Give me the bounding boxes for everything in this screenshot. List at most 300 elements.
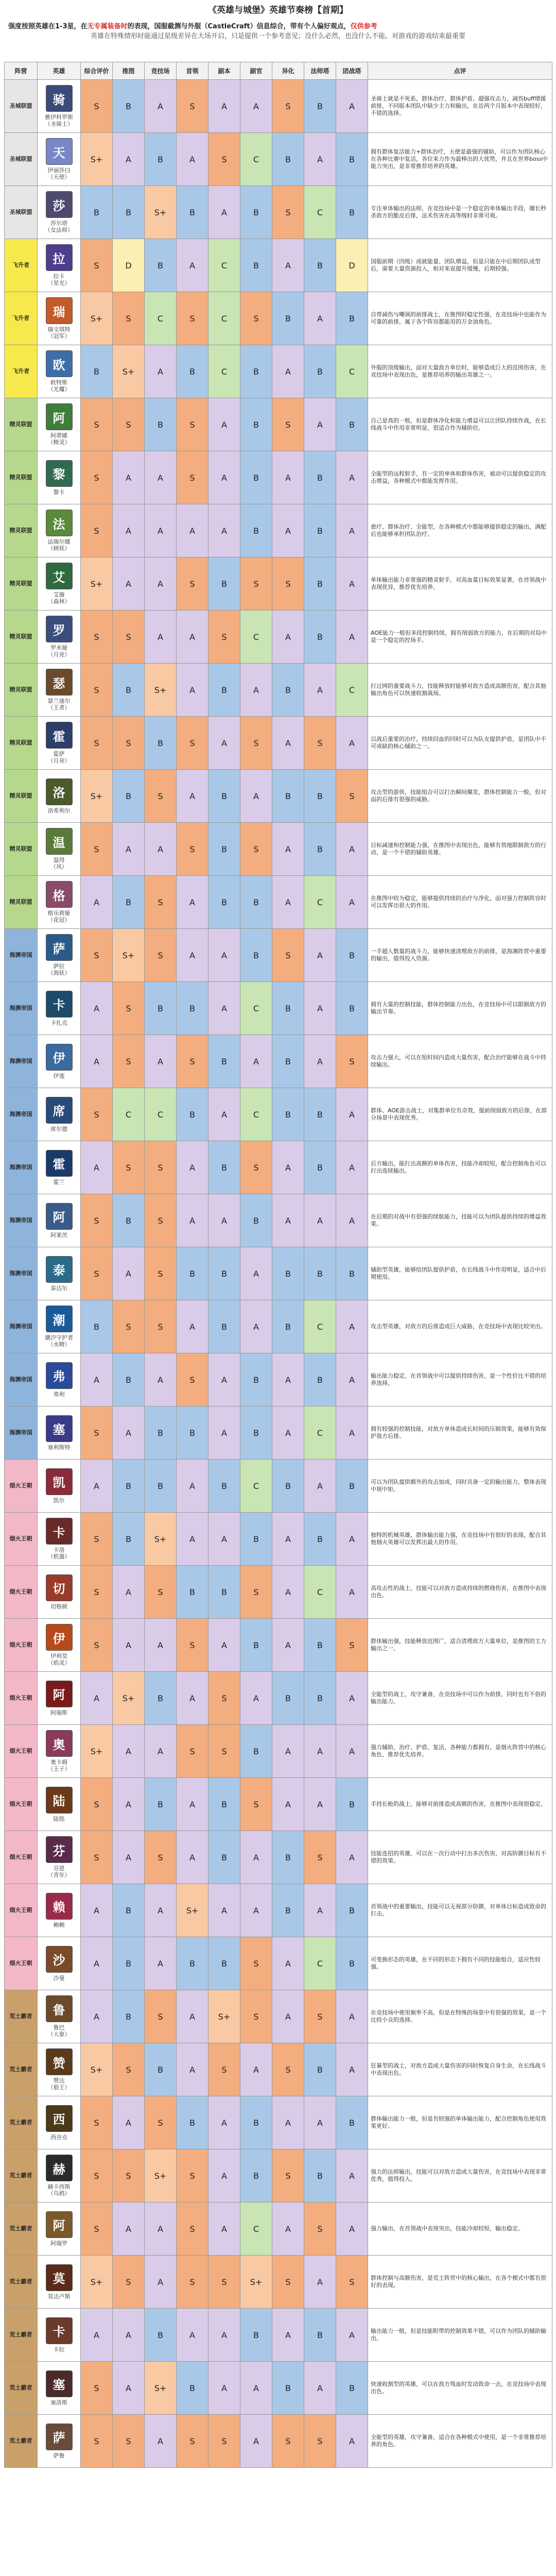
faction-cell [5, 557, 38, 611]
grade-cell: A [304, 1194, 336, 1247]
grade-cell: S+ [113, 1672, 145, 1725]
hero-cell[interactable] [38, 1778, 81, 1831]
hero-cell[interactable] [38, 876, 81, 929]
grade-cell: A [272, 504, 304, 557]
review-cell: 强力的法师输出，技能可以对敌方造成大量伤害，在竞技场中表现非常优秀，值得投入。 [368, 2149, 552, 2202]
grade-cell: A [240, 2362, 272, 2415]
grade-cell: A [272, 1725, 304, 1778]
grade-cell: C [145, 1088, 177, 1141]
grade-cell: S [272, 80, 304, 133]
grade-cell: A [240, 1884, 272, 1937]
grade-cell: A [240, 664, 272, 717]
grade-cell: S+ [81, 2043, 113, 2096]
hero-row [5, 1406, 552, 1460]
hero-cell[interactable] [38, 292, 81, 345]
hero-row [5, 1778, 552, 1831]
grade-cell: B [336, 186, 368, 239]
grade-cell: B [177, 2362, 208, 2415]
hero-cell[interactable] [38, 345, 81, 398]
grade-cell: S [336, 770, 368, 823]
grade-cell: A [145, 2202, 177, 2256]
grade-cell: B [145, 717, 177, 770]
grade-cell: B [304, 1088, 336, 1141]
hero-cell[interactable] [38, 1725, 81, 1778]
grade-cell: B [304, 451, 336, 504]
grade-cell: A [272, 876, 304, 929]
hero-cell[interactable] [38, 239, 81, 292]
hero-name: 席尔德 [50, 1125, 67, 1132]
hero-portrait-icon: 塞 [46, 1415, 73, 1442]
faction-cell [5, 876, 38, 929]
faction-name: 海渊帝国 [9, 1111, 32, 1117]
grade-cell: A [81, 1672, 113, 1725]
grade-cell: A [240, 80, 272, 133]
grade-cell: C [240, 1088, 272, 1141]
grade-cell: B [272, 664, 304, 717]
grade-cell: S [81, 2202, 113, 2256]
grade-cell: S [304, 717, 336, 770]
grade-cell: A [272, 611, 304, 664]
grade-cell: B [81, 345, 113, 398]
grade-cell: A [145, 1619, 177, 1672]
grade-cell: S [177, 2202, 208, 2256]
faction-cell [5, 1937, 38, 1990]
hero-cell[interactable] [38, 2043, 81, 2096]
grade-cell: B [304, 80, 336, 133]
faction-name: 精灵联盟 [9, 633, 32, 640]
grade-cell: S [113, 2043, 145, 2096]
hero-name: 法瑞尔娜 （树妖） [47, 538, 71, 552]
faction-cell [5, 982, 38, 1035]
grade-cell: A [145, 2256, 177, 2309]
faction-name: 荒土霸者 [9, 2172, 32, 2179]
hero-portrait-icon: 鲁 [46, 1995, 73, 2022]
grade-cell: B [240, 239, 272, 292]
grade-cell: A [177, 929, 208, 982]
grade-cell: S [145, 1831, 177, 1884]
grade-cell: S [272, 929, 304, 982]
grade-cell: S [113, 982, 145, 1035]
grade-cell: B [304, 770, 336, 823]
hero-row [5, 1831, 552, 1884]
grade-cell: S [240, 1937, 272, 1990]
column-header: 英雄 [38, 62, 81, 80]
grade-cell: S [81, 1247, 113, 1300]
grade-cell: S+ [240, 2256, 272, 2309]
grade-cell: B [272, 292, 304, 345]
hero-cell[interactable] [38, 982, 81, 1035]
grade-cell: B [272, 1300, 304, 1353]
intro-text [0, 21, 556, 61]
grade-cell: A [208, 2362, 240, 2415]
grade-cell: S [113, 717, 145, 770]
hero-portrait-icon: 天 [46, 138, 73, 165]
grade-cell: A [240, 1672, 272, 1725]
grade-cell: A [336, 1672, 368, 1725]
grade-cell: A [336, 557, 368, 611]
grade-cell: A [145, 1937, 177, 1990]
grade-cell: C [304, 1566, 336, 1619]
hero-cell[interactable] [38, 451, 81, 504]
grade-cell: S [145, 876, 177, 929]
grade-cell: C [336, 345, 368, 398]
faction-cell [5, 1566, 38, 1619]
hero-cell[interactable] [38, 557, 81, 611]
grade-cell: B [177, 1247, 208, 1300]
hero-name: 拉卡 （星光） [47, 273, 71, 286]
column-header: 副本 [208, 62, 240, 80]
grade-cell: C [336, 664, 368, 717]
faction-cell [5, 1513, 38, 1566]
hero-row [5, 133, 552, 186]
hero-cell[interactable] [38, 398, 81, 451]
grade-cell: B [208, 823, 240, 876]
grade-cell: S [240, 717, 272, 770]
grade-cell: S [272, 398, 304, 451]
hero-portrait-icon: 莎 [46, 191, 73, 218]
grade-cell: C [145, 292, 177, 345]
hero-cell[interactable] [38, 1990, 81, 2043]
hero-cell[interactable] [38, 1300, 81, 1353]
faction-name: 圣城联盟 [9, 103, 32, 109]
grade-cell: A [272, 1619, 304, 1672]
grade-cell: A [208, 1619, 240, 1672]
hero-row [5, 1460, 552, 1513]
grade-cell: A [145, 823, 177, 876]
grade-cell: B [208, 557, 240, 611]
hero-name: 霍萨 （月亮） [47, 751, 71, 764]
grade-cell: A [336, 823, 368, 876]
grade-cell: S [145, 1194, 177, 1247]
grade-cell: S [81, 1088, 113, 1141]
grade-cell: S [177, 1725, 208, 1778]
grade-cell: S [145, 1141, 177, 1194]
grade-cell: A [304, 929, 336, 982]
grade-cell: A [304, 2362, 336, 2415]
faction-name: 烟火王朝 [9, 1854, 32, 1860]
grade-cell: C [208, 292, 240, 345]
hero-cell[interactable] [38, 1513, 81, 1566]
grade-cell: A [272, 2096, 304, 2149]
review-cell: 群体、AOE游击战士，对集群单位有奇效，提前削弱敌方的后排，在部分场景中表现优秀。 [368, 1088, 552, 1141]
hero-cell[interactable] [38, 1141, 81, 1194]
grade-cell: B [113, 1937, 145, 1990]
faction-name: 烟火王朝 [9, 1641, 32, 1648]
hero-cell[interactable] [38, 1088, 81, 1141]
grade-cell: A [208, 451, 240, 504]
hero-cell[interactable] [38, 2256, 81, 2309]
hero-cell[interactable] [38, 1884, 81, 1937]
grade-cell: B [145, 1406, 177, 1460]
review-cell: 高攻击性的战士，技能可以对敌方造成持续的燃烧伤害，在推图中表现出色。 [368, 1566, 552, 1619]
grade-cell: B [304, 611, 336, 664]
hero-portrait-icon: 黎 [46, 460, 73, 487]
grade-cell: B [208, 1300, 240, 1353]
grade-cell: B [336, 398, 368, 451]
grade-cell: A [304, 2096, 336, 2149]
grade-cell: B [113, 1990, 145, 2043]
grade-cell: A [304, 133, 336, 186]
hero-cell[interactable] [38, 664, 81, 717]
faction-cell [5, 80, 38, 133]
grade-cell: A [81, 1884, 113, 1937]
grade-cell: B [81, 1300, 113, 1353]
grade-cell: A [336, 2149, 368, 2202]
hero-portrait-icon: 切 [46, 1574, 73, 1601]
hero-cell[interactable] [38, 1831, 81, 1884]
grade-cell: A [272, 1194, 304, 1247]
faction-cell [5, 2096, 38, 2149]
hero-cell[interactable] [38, 1460, 81, 1513]
hero-name: 鲁巴 （大象） [47, 2024, 71, 2038]
grade-cell: A [336, 2309, 368, 2362]
hero-cell[interactable] [38, 1353, 81, 1406]
hero-cell[interactable] [38, 1035, 81, 1088]
grade-cell: A [304, 398, 336, 451]
grade-cell: S+ [145, 1513, 177, 1566]
faction-cell [5, 1884, 38, 1937]
hero-cell[interactable] [38, 2415, 81, 2468]
hero-cell[interactable] [38, 1619, 81, 1672]
hero-cell[interactable] [38, 611, 81, 664]
grade-cell: S [81, 2415, 113, 2468]
grade-cell: S [208, 1725, 240, 1778]
hero-portrait-icon: 洛 [46, 778, 73, 805]
grade-cell: S [208, 1672, 240, 1725]
hero-portrait-icon: 卡 [46, 991, 73, 1018]
grade-cell: B [240, 876, 272, 929]
hero-cell[interactable] [38, 80, 81, 133]
grade-cell: B [272, 1247, 304, 1300]
grade-cell: B [304, 504, 336, 557]
hero-row [5, 770, 552, 823]
grade-cell: S+ [177, 1884, 208, 1937]
hero-portrait-icon: 沙 [46, 1946, 73, 1973]
hero-name: 洛希利尔 [47, 807, 71, 814]
faction-name: 烟火王朝 [9, 1960, 32, 1967]
faction-cell [5, 186, 38, 239]
hero-name: 塞利斯特 [47, 1444, 71, 1451]
hero-name: 卡洛 （机器） [47, 1547, 71, 1560]
hero-name: 芬恩 （青年） [47, 1865, 71, 1878]
faction-name: 飞升者 [12, 368, 29, 375]
hero-cell[interactable] [38, 504, 81, 557]
grade-cell: B [240, 929, 272, 982]
review-cell: 圣骑士就是不死系，群体治疗、群体护盾、超强攻击力，减伤buff增援前排，不同版本团队中缺少主力和输出，在近两个月版本中表现较好，不错的选择。 [368, 80, 552, 133]
hero-row [5, 239, 552, 292]
faction-name: 精灵联盟 [9, 474, 32, 481]
column-header: 异化 [272, 62, 304, 80]
faction-name: 海渊帝国 [9, 1005, 32, 1011]
hero-portrait-icon: 凯 [46, 1468, 73, 1495]
hero-name: 赞达 （狼王） [47, 2077, 71, 2091]
hero-cell[interactable] [38, 2362, 81, 2415]
hero-cell[interactable] [38, 770, 81, 823]
grade-cell: B [240, 1353, 272, 1406]
grade-cell: S [336, 2256, 368, 2309]
grade-cell: A [336, 451, 368, 504]
grade-cell: A [272, 2202, 304, 2256]
grade-cell: C [240, 1460, 272, 1513]
hero-portrait-icon: 阿 [46, 1203, 73, 1230]
grade-cell: S [81, 451, 113, 504]
grade-cell: A [336, 1088, 368, 1141]
grade-cell: S [81, 1619, 113, 1672]
grade-cell: A [336, 1406, 368, 1460]
hero-name: 赫卡西斯 （乌鸦） [47, 2183, 71, 2197]
review-cell: 狂暴型的战士，对敌方造成大量伤害的同时恢复自身生命，在长线战斗中表现出色。 [368, 2043, 552, 2096]
hero-name: 阿莱茨 [50, 1231, 67, 1239]
hero-cell[interactable] [38, 1566, 81, 1619]
faction-name: 精灵联盟 [9, 792, 32, 799]
grade-cell: S [145, 929, 177, 982]
hero-cell[interactable] [38, 929, 81, 982]
grade-cell: A [177, 770, 208, 823]
faction-name: 精灵联盟 [9, 686, 32, 693]
grade-cell: S [177, 292, 208, 345]
grade-cell: B [272, 1884, 304, 1937]
grade-cell: A [145, 557, 177, 611]
hero-name: 雅伊科罗斯 （圣骑士） [45, 114, 73, 127]
faction-cell [5, 611, 38, 664]
faction-cell [5, 717, 38, 770]
grade-cell: B [113, 770, 145, 823]
hero-portrait-icon: 萨 [46, 2424, 73, 2450]
grade-cell: A [336, 1831, 368, 1884]
grade-cell: S [240, 1990, 272, 2043]
grade-cell: B [304, 239, 336, 292]
hero-cell[interactable] [38, 1937, 81, 1990]
grade-cell: A [208, 2309, 240, 2362]
grade-cell: B [113, 186, 145, 239]
review-cell: 打过网的重要战斗力，技能释放时能够对敌方造成高额伤害，配合其他输出角色可以快速收割战场。 [368, 664, 552, 717]
grade-cell: S [304, 1990, 336, 2043]
grade-cell: S [145, 1247, 177, 1300]
grade-cell: B [145, 982, 177, 1035]
grade-cell: A [208, 717, 240, 770]
grade-cell: A [145, 451, 177, 504]
grade-cell: A [272, 1990, 304, 2043]
faction-cell [5, 345, 38, 398]
hero-cell[interactable] [38, 2202, 81, 2256]
grade-cell: B [336, 2362, 368, 2415]
faction-name: 精灵联盟 [9, 527, 32, 534]
grade-cell: A [336, 2043, 368, 2096]
review-cell: 外服的顶级输出，面对大量敌方单位时，能够造成巨大的范围伤害，在竞技场中表现出色，是推荐培养的输出英雄之一。 [368, 345, 552, 398]
grade-cell: A [145, 345, 177, 398]
hero-cell[interactable] [38, 2096, 81, 2149]
hero-cell[interactable] [38, 1247, 81, 1300]
hero-portrait-icon: 罗 [46, 616, 73, 642]
grade-cell: B [208, 876, 240, 929]
grade-cell: S+ [81, 133, 113, 186]
grade-cell: B [240, 1725, 272, 1778]
hero-row [5, 1513, 552, 1566]
grade-cell: A [208, 2096, 240, 2149]
faction-name: 荒土霸者 [9, 2225, 32, 2232]
faction-name: 海渊帝国 [9, 1217, 32, 1224]
hero-cell[interactable] [38, 823, 81, 876]
faction-name: 荒土霸者 [9, 2119, 32, 2126]
grade-cell: B [177, 1566, 208, 1619]
grade-cell: B [240, 345, 272, 398]
hero-portrait-icon: 伊 [46, 1624, 73, 1651]
hero-cell[interactable] [38, 1406, 81, 1460]
hero-name: 弗利 [53, 1391, 65, 1398]
grade-cell: C [304, 1300, 336, 1353]
grade-cell: A [272, 1513, 304, 1566]
faction-name: 烟火王朝 [9, 1694, 32, 1701]
grade-cell: B [81, 186, 113, 239]
grade-cell: B [240, 2149, 272, 2202]
hero-name: 阿瑞斯 [50, 1709, 67, 1716]
grade-cell: S+ [145, 186, 177, 239]
grade-cell: A [177, 1141, 208, 1194]
grade-cell: S+ [113, 345, 145, 398]
hero-cell[interactable] [38, 1672, 81, 1725]
grade-cell: B [304, 1141, 336, 1194]
hero-cell[interactable] [38, 717, 81, 770]
grade-cell: A [336, 1566, 368, 1619]
hero-portrait-icon: 赞 [46, 2048, 73, 2075]
grade-cell: B [177, 1937, 208, 1990]
grade-cell: S+ [113, 929, 145, 982]
hero-row [5, 557, 552, 611]
grade-cell: B [208, 1778, 240, 1831]
grade-cell: A [81, 1460, 113, 1513]
faction-name: 海渊帝国 [9, 1270, 32, 1277]
grade-cell: A [304, 1035, 336, 1088]
grade-cell: A [336, 876, 368, 929]
grade-cell: A [113, 1619, 145, 1672]
grade-cell: B [177, 345, 208, 398]
grade-cell: D [336, 239, 368, 292]
grade-cell: S [177, 398, 208, 451]
intro-line-1 [8, 22, 548, 31]
grade-cell: S [81, 1831, 113, 1884]
hero-row [5, 1884, 552, 1937]
hero-cell[interactable] [38, 186, 81, 239]
faction-cell [5, 1831, 38, 1884]
review-cell: 攻击型的游侠，技能组合可以打出瞬间爆发，群体控制能力一般，但对面的后排有很强的威胁。 [368, 770, 552, 823]
hero-portrait-icon: 霍 [46, 722, 73, 749]
grade-cell: A [336, 1990, 368, 2043]
hero-portrait-icon: 莫 [46, 2264, 73, 2291]
grade-cell: A [177, 1194, 208, 1247]
grade-cell: A [177, 504, 208, 557]
grade-cell: S [113, 1035, 145, 1088]
hero-row [5, 1194, 552, 1247]
grade-cell: B [208, 1460, 240, 1513]
hero-cell[interactable] [38, 2309, 81, 2362]
hero-portrait-icon: 弗 [46, 1362, 73, 1389]
hero-row [5, 1088, 552, 1141]
grade-cell: A [81, 876, 113, 929]
grade-cell: C [240, 2202, 272, 2256]
hero-cell[interactable] [38, 1194, 81, 1247]
grade-cell: A [145, 1353, 177, 1406]
hero-cell[interactable] [38, 2149, 81, 2202]
hero-name: 伊丽莎白 （天使） [47, 167, 71, 180]
grade-cell: B [336, 1778, 368, 1831]
grade-cell: S [113, 2149, 145, 2202]
grade-cell: C [304, 876, 336, 929]
grade-cell: A [113, 1406, 145, 1460]
hero-row [5, 345, 552, 398]
hero-cell[interactable] [38, 133, 81, 186]
grade-cell: S [272, 2415, 304, 2468]
grade-cell: A [240, 2043, 272, 2096]
